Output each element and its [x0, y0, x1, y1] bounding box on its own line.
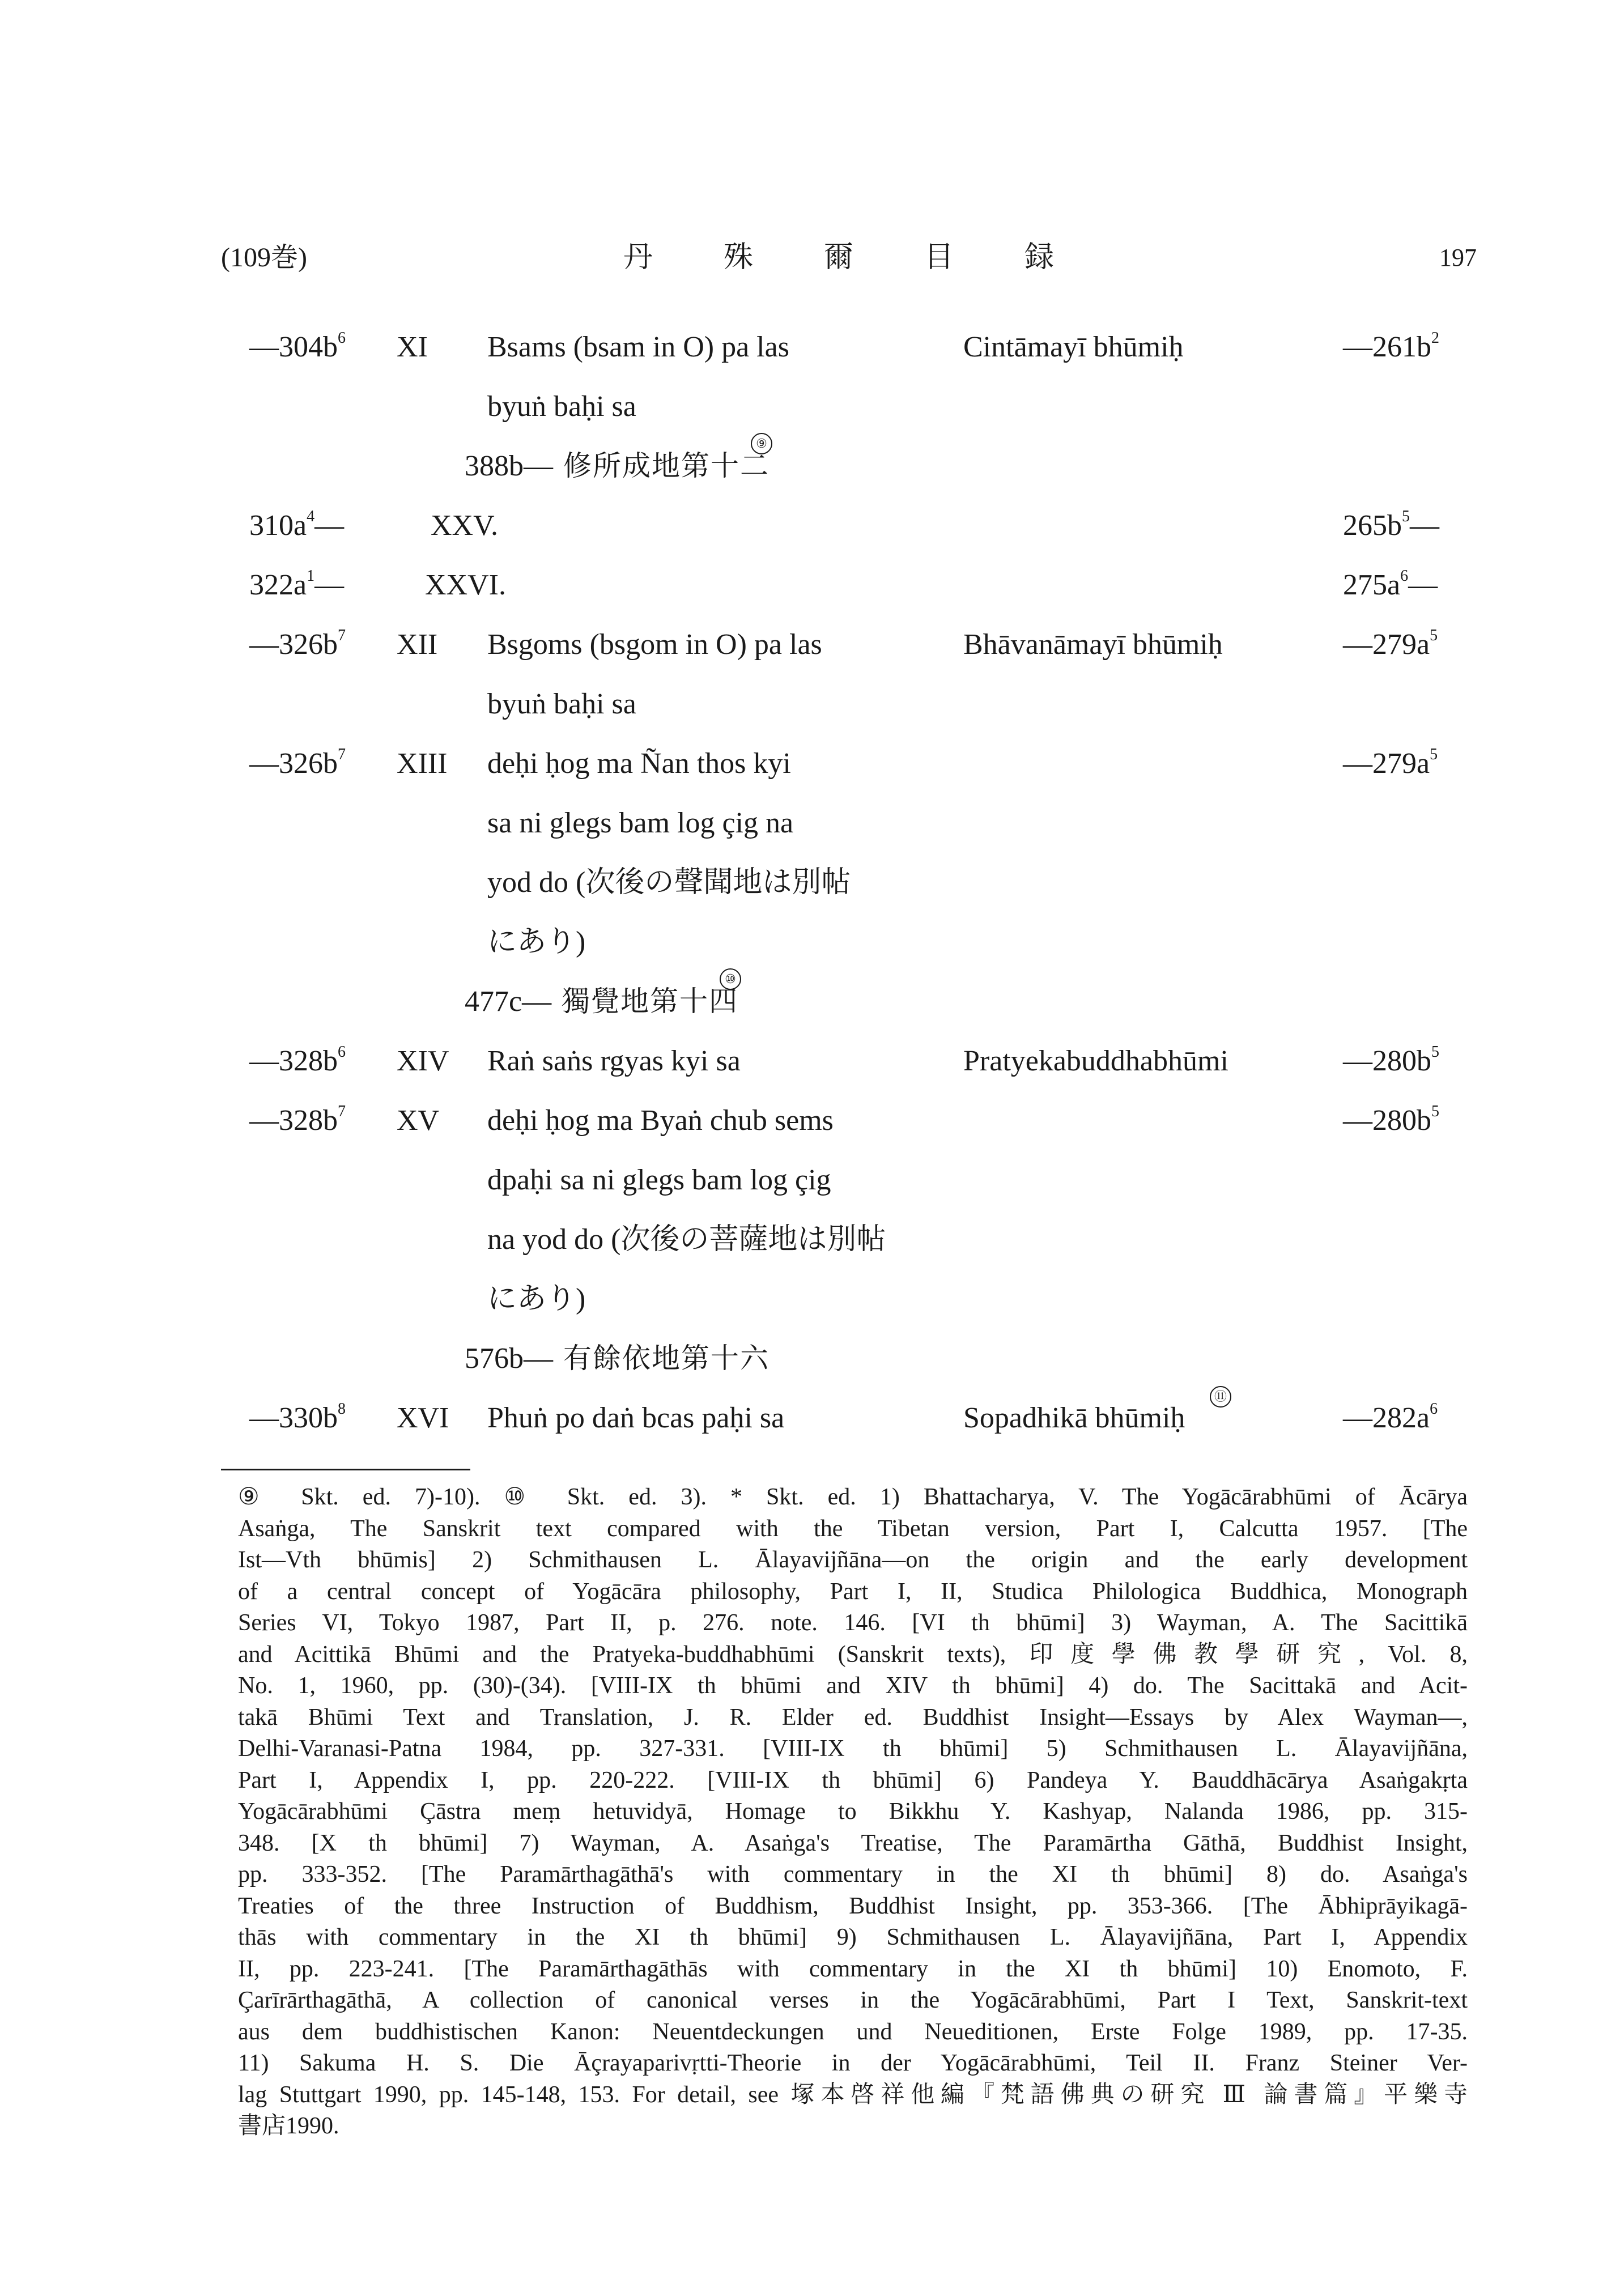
entry-left-ref: $322a^1—$	[249, 567, 345, 601]
footnotes	[238, 1482, 1468, 2142]
entry-sanskrit: Cintāmayī bhūmiḥ	[963, 331, 1184, 363]
entry-row	[0, 317, 1624, 377]
entry-left-ref: $—330b^8$	[249, 1400, 346, 1434]
entry-left-ref: $—326b^7$	[249, 745, 346, 780]
entry-right-ref: $275a^6—$	[1343, 567, 1438, 601]
entry-left-ref: $—328b^7$	[249, 1102, 346, 1137]
footnote-line: Treaties of the three Instruction of Buddhism, Buddhist Insight, pp. 353-366. [The Ābhiprāyikagā-	[238, 1893, 1468, 1919]
entry-row	[0, 555, 1624, 615]
entry-number: XII	[397, 628, 438, 661]
entry-number: XV	[397, 1104, 440, 1137]
entry-number: XXV.	[431, 509, 498, 542]
entry-tibetan: na yod do (次後の菩薩地は別帖	[487, 1223, 886, 1256]
entry-tibetan: sa ni glegs bam log çig na	[487, 807, 794, 839]
entry-tibetan: Bsams (bsam in O) pa las	[487, 331, 789, 363]
entry-row	[0, 793, 1624, 853]
entry-tibetan: Bsgoms (bsgom in O) pa las	[487, 628, 822, 661]
entry-row	[0, 734, 1624, 793]
entry-number: XI	[397, 331, 428, 363]
footnote-line: lag Stuttgart 1990, pp. 145-148, 153. For detail, see 塚本啓祥他編『梵語佛典の研究 Ⅲ 論書篇』平樂寺	[238, 2081, 1468, 2108]
entry-right-ref: $—280b^5$	[1343, 1102, 1439, 1137]
entry-row-chinese	[0, 972, 1624, 1031]
entry-row	[0, 1091, 1624, 1150]
entry-sanskrit: Sopadhikā bhūmiḥ	[963, 1402, 1185, 1434]
entry-right-ref: $—279a^5$	[1343, 745, 1438, 780]
note-marker: ⑨	[751, 433, 772, 454]
entry-row	[0, 1031, 1624, 1091]
entry-row-chinese	[0, 1329, 1624, 1388]
entry-right-ref: $265b^5—$	[1343, 507, 1439, 542]
entry-tibetan: byuṅ baḥi sa	[487, 390, 636, 423]
title-char: 殊	[723, 241, 753, 274]
note-marker: ⑪	[1210, 1386, 1231, 1408]
footnote-line: Part I, Appendix I, pp. 220-222. [VIII-IX th bhūmi] 6) Pandeya Y. Bauddhācārya Asaṅgakṛta	[238, 1767, 1468, 1793]
footnote-line: Asaṅga, The Sanskrit text compared with the Tibetan version, Part I, Calcutta 1957. [The	[238, 1515, 1468, 1542]
footnote-line: Yogācārabhūmi Çāstra meṃ hetuvidyā, Homage to Bikkhu Y. Kashyap, Nalanda 1986, pp. 315-	[238, 1798, 1468, 1825]
footnote-line: II, pp. 223-241. [The Paramārthagāthās with commentary in the XI th bhūmi] 10) Enomoto, F.	[238, 1955, 1468, 1982]
entry-tibetan: Raṅ saṅs rgyas kyi sa	[487, 1045, 741, 1077]
entry-number: XXVI.	[425, 569, 506, 601]
entry-tibetan: dpaḥi sa ni glegs bam log çig	[487, 1164, 831, 1196]
entry-right-ref: $—282a^6$	[1343, 1400, 1438, 1434]
entry-tibetan: deḥi ḥog ma Ñan thos kyi	[487, 747, 791, 780]
footnote-line: No. 1, 1960, pp. (30)-(34). [VIII-IX th bhūmi and XIV th bhūmi] 4) do. The Sacittakā and Acit-	[238, 1673, 1468, 1699]
entry-chinese: 388b— 修所成地第十二	[465, 450, 770, 482]
page-title	[623, 238, 1054, 278]
footnote-line: 書店1990.	[238, 2113, 339, 2139]
entry-sanskrit: Pratyekabuddhabhūmi	[963, 1045, 1228, 1077]
footnote-line: Delhi-Varanasi-Patna 1984, pp. 327-331. [VIII-IX th bhūmi] 5) Schmithausen L. Ālayavijñāna,	[238, 1736, 1468, 1762]
entry-right-ref: $—279a^5$	[1343, 626, 1438, 661]
footnote-line: aus dem buddhistischen Kanon: Neuentdeckungen und Neueditionen, Erste Folge 1989, pp. 17-35.	[238, 2018, 1468, 2045]
entry-tibetan: byuṅ baḥi sa	[487, 688, 636, 720]
entry-row	[0, 1150, 1624, 1210]
footnote-line: thās with commentary in the XI th bhūmi] 9) Schmithausen L. Ālayavijñāna, Part I, Appendix	[238, 1924, 1468, 1950]
page-number: 197	[1439, 244, 1477, 271]
footnote-line: Çarīrārthagāthā, A collection of canonical verses in the Yogācārabhūmi, Part I Text, Sanskrit-text	[238, 1987, 1468, 2013]
footnote-line: Ist—Vth bhūmis] 2) Schmithausen L. Ālayavijñāna—on the origin and the early development	[238, 1547, 1468, 1573]
entry-chinese: 576b— 有餘依地第十六	[465, 1342, 770, 1375]
entry-left-ref: $—328b^6$	[249, 1043, 346, 1077]
entry-number: XVI	[397, 1402, 449, 1434]
entry-row	[0, 1210, 1624, 1269]
footnote-divider	[221, 1469, 470, 1470]
entry-chinese: 477c— 獨覺地第十四	[465, 985, 739, 1018]
entry-tibetan: Phuṅ po daṅ bcas paḥi sa	[487, 1402, 785, 1434]
footnote-line: and Acittikā Bhūmi and the Pratyeka-buddhabhūmi (Sanskrit texts), 印度學佛教學研究, Vol. 8,	[238, 1641, 1468, 1668]
entry-row-chinese	[0, 436, 1624, 496]
entry-row	[0, 1388, 1624, 1448]
entry-number: XIII	[397, 747, 448, 780]
entry-right-ref: $—280b^5$	[1343, 1043, 1439, 1077]
footnote-line: 348. [X th bhūmi] 7) Wayman, A. Asaṅga's Treatise, The Paramārtha Gāthā, Buddhist Insight,	[238, 1830, 1468, 1856]
catalog-entries	[0, 317, 1624, 1448]
entry-right-ref: $—261b^2$	[1343, 329, 1439, 363]
entry-sanskrit: Bhāvanāmayī bhūmiḥ	[963, 628, 1223, 661]
note-marker: ⑩	[720, 968, 741, 990]
footnote-line: Series VI, Tokyo 1987, Part II, p. 276. note. 146. [VI th bhūmi] 3) Wayman, A. The Sacittikā	[238, 1610, 1468, 1636]
entry-tibetan: にあり)	[487, 1283, 586, 1315]
entry-row	[0, 1269, 1624, 1329]
footnote-line: pp. 333-352. [The Paramārthagāthā's with commentary in the XI th bhūmi] 8) do. Asaṅga's	[238, 1861, 1468, 1887]
footnote-line: of a central concept of Yogācāra philosophy, Part I, II, Studica Philologica Buddhica, Monograph	[238, 1578, 1468, 1605]
volume-label: (109巻)	[221, 243, 307, 273]
entry-row	[0, 674, 1624, 734]
entry-row	[0, 615, 1624, 674]
footnote-line: 11) Sakuma H. S. Die Āçrayaparivṛtti-Theorie in der Yogācārabhūmi, Teil II. Franz Steiner Ver-	[238, 2050, 1468, 2076]
entry-number: XIV	[397, 1045, 449, 1077]
entry-tibetan: にあり)	[487, 926, 586, 958]
footnote-line: takā Bhūmi Text and Translation, J. R. Elder ed. Buddhist Insight—Essays by Alex Wayman—,	[238, 1704, 1468, 1730]
entry-row	[0, 912, 1624, 972]
entry-row	[0, 377, 1624, 436]
entry-row	[0, 496, 1624, 555]
title-char: 目	[924, 241, 954, 274]
entry-tibetan: deḥi ḥog ma Byaṅ chub sems	[487, 1104, 834, 1137]
entry-tibetan: yod do (次後の聲聞地は別帖	[487, 866, 851, 899]
title-char: 丹	[623, 241, 653, 274]
entry-row	[0, 853, 1624, 912]
entry-left-ref: $—326b^7$	[249, 626, 346, 661]
title-char: 録	[1024, 241, 1054, 274]
entry-left-ref: $310a^4—$	[249, 507, 345, 542]
title-char: 爾	[823, 241, 853, 274]
entry-left-ref: $—304b^6$	[249, 329, 346, 363]
footnote-line: ⑨ Skt. ed. 7)-10). ⑩ Skt. ed. 3). * Skt. ed. 1) Bhattacharya, V. The Yogācārabhūmi of Ācārya	[238, 1484, 1468, 1510]
